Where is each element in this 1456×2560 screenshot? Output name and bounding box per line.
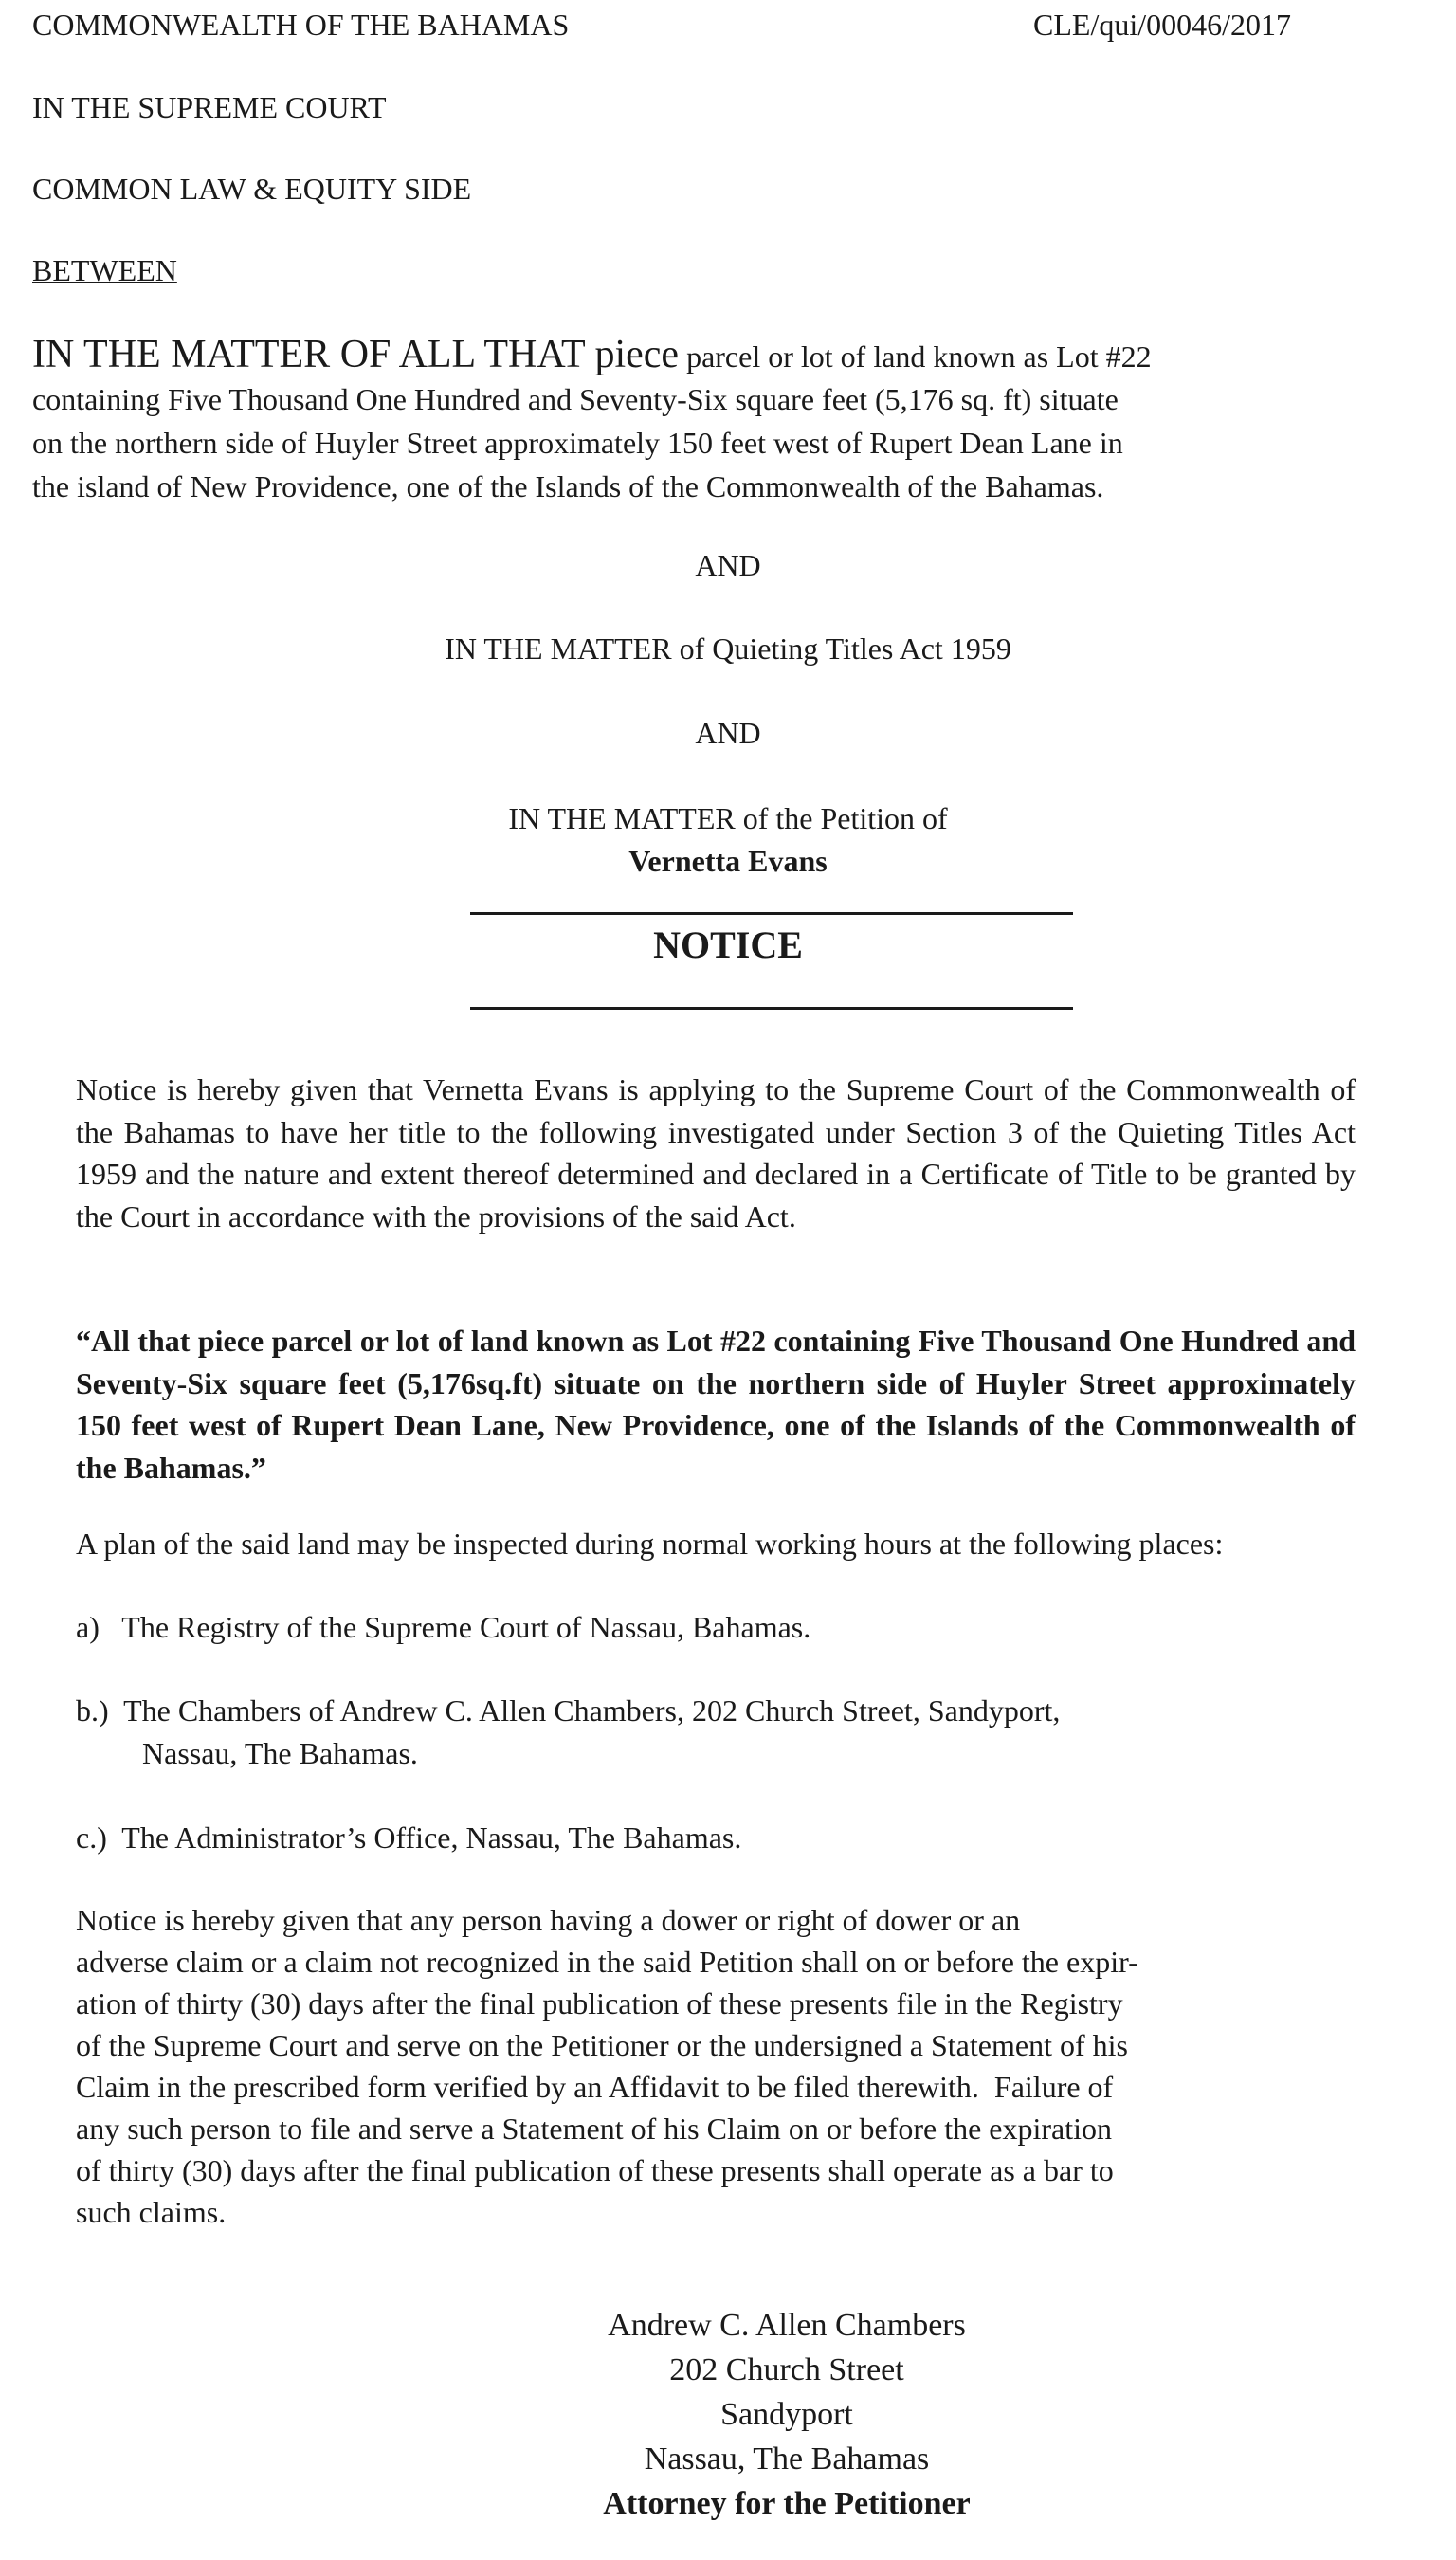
place-b-line-1: b.) The Chambers of Andrew C. Allen Chambers, 202 Church Street, Sandyport,: [76, 1693, 1061, 1728]
final-notice-line-6: any such person to file and serve a Statement of his Claim on or before the expiration: [76, 2112, 1113, 2146]
jurisdiction: COMMONWEALTH OF THE BAHAMAS: [32, 8, 570, 42]
final-notice-line-4: of the Supreme Court and serve on the Petitioner or the undersigned a Statement of his: [76, 2028, 1128, 2062]
final-notice-line-7: of thirty (30) days after the final publication of these presents shall operate as a bar to: [76, 2153, 1114, 2187]
between-heading: BETWEEN: [32, 253, 177, 287]
matter-lead: IN THE MATTER OF ALL THAT piece: [32, 333, 680, 376]
land-description: “All that piece parcel or lot of land known as Lot #22 containing Five Thousand One Hundred and Seventy-Six square feet (5,176sq.ft) situate on the northern side of Huyler Street approximately 150 feet west of Rupert Dean Lane, New Providence, one of the Islands of the Commonwealth of the Bahamas.”: [76, 1324, 1356, 1485]
court-division: COMMON LAW & EQUITY SIDE: [32, 172, 472, 206]
final-notice-line-1: Notice is hereby given that any person having a dower or right of dower or an: [76, 1903, 1021, 1937]
notice-rule-top: [470, 912, 1073, 915]
signature-city: Nassau, The Bahamas: [644, 2441, 930, 2477]
notice-title: NOTICE: [653, 923, 803, 966]
plan-intro: A plan of the said land may be inspected during normal working hours at the following places:: [76, 1527, 1224, 1561]
signature-area: Sandyport: [720, 2397, 853, 2432]
petitioner-name: Vernetta Evans: [628, 844, 828, 878]
matter-line-1-rest: parcel or lot of land known as Lot #22: [686, 339, 1152, 374]
notice-paragraph: Notice is hereby given that Vernetta Evans is applying to the Supreme Court of the Commonwealth of the Bahamas to have her title to the following investigated under Section 3 of the Quieting Titles Act 1959 and the nature and extent thereof determined and declared in a Certificate of Title to be granted by the Court in accordance with the provisions of the said Act.: [76, 1072, 1356, 1234]
court-name: IN THE SUPREME COURT: [32, 90, 387, 124]
and-separator-1: AND: [695, 548, 761, 582]
place-b-line-2: Nassau, The Bahamas.: [142, 1736, 418, 1770]
place-c: c.) The Administrator’s Office, Nassau, The Bahamas.: [76, 1820, 742, 1855]
signature-street: 202 Church Street: [669, 2352, 904, 2387]
signature-role: Attorney for the Petitioner: [603, 2486, 971, 2521]
final-notice-line-5: Claim in the prescribed form verified by an Affidavit to be filed therewith. Failure of: [76, 2070, 1114, 2104]
matter-line-4: the island of New Providence, one of the Islands of the Commonwealth of the Bahamas.: [32, 469, 1104, 503]
final-notice-line-8: such claims.: [76, 2195, 227, 2229]
matter-line-3: on the northern side of Huyler Street approximately 150 feet west of Rupert Dean Lane in: [32, 426, 1123, 460]
final-notice-line-3: ation of thirty (30) days after the final publication of these presents file in the Registry: [76, 1986, 1123, 2021]
and-separator-2: AND: [695, 716, 761, 750]
petition-matter: IN THE MATTER of the Petition of: [508, 801, 948, 835]
case-number: CLE/qui/00046/2017: [1033, 8, 1291, 42]
matter-line-1: [32, 332, 1152, 377]
matter-line-2: containing Five Thousand One Hundred and Seventy-Six square feet (5,176 sq. ft) situate: [32, 382, 1119, 416]
act-matter: IN THE MATTER of Quieting Titles Act 1959: [445, 631, 1011, 666]
place-a: a) The Registry of the Supreme Court of Nassau, Bahamas.: [76, 1610, 811, 1644]
notice-rule-bottom: [470, 1007, 1073, 1010]
signature-name: Andrew C. Allen Chambers: [608, 2308, 966, 2343]
final-notice-line-2: adverse claim or a claim not recognized in the said Petition shall on or before the expir-: [76, 1945, 1138, 1979]
